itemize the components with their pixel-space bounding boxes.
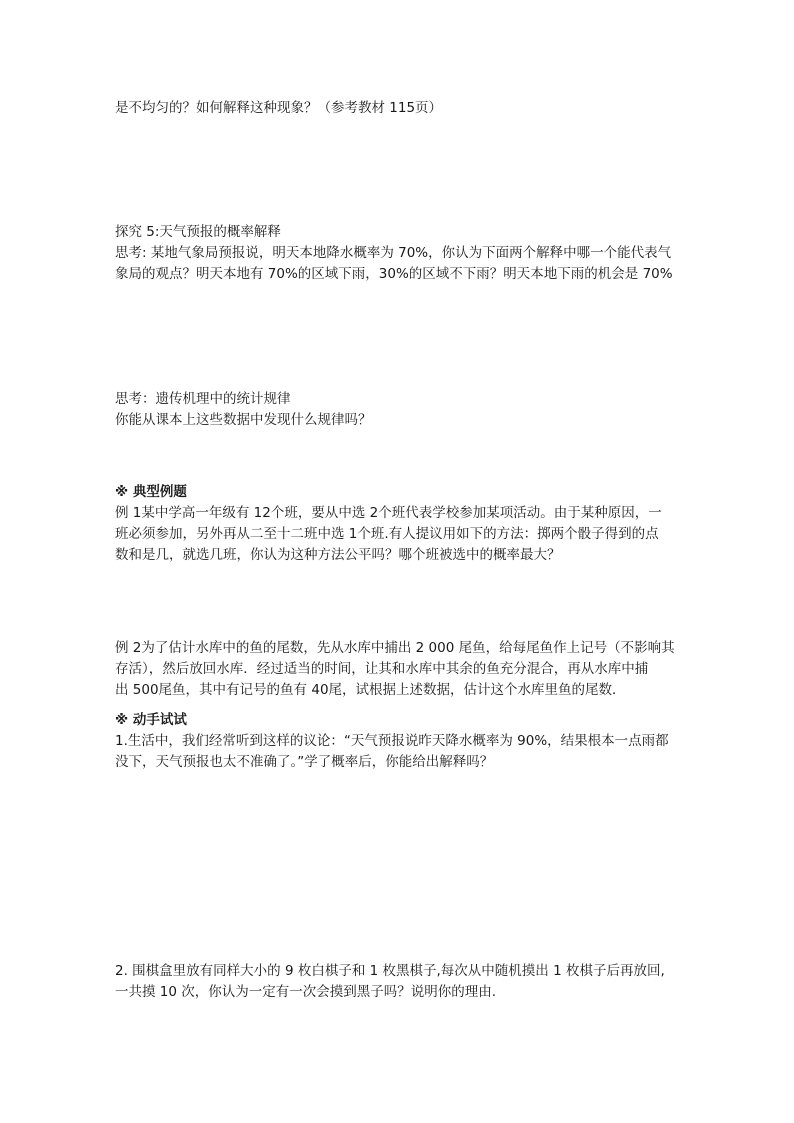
explore5-line: 象局的观点？明天本地有 70%的区域下雨，30%的区域不下雨？明天本地下雨的机会是 70%: [115, 266, 673, 282]
example2-line: 存活），然后放回水库．经过适当的时间，让其和水库中其余的鱼充分混合，再从水库中捕: [115, 661, 649, 677]
examples-heading: ※ 典型例题: [115, 484, 187, 500]
example1-line: 例 1某中学高一年级有 12个班，要从中选 2个班代表学校参加某项活动。由于某种原因，一: [115, 505, 662, 521]
practice-q1-line: 没下，天气预报也太不准确了。”学了概率后，你能给出解释吗？: [115, 754, 494, 770]
practice-q2-line: 一共摸 10 次，你认为一定有一次会摸到黑子吗？说明你的理由.: [115, 984, 497, 1000]
genetics-question: 你能从课本上这些数据中发现什么规律吗？: [115, 412, 372, 428]
practice-q1-line: 1.生活中，我们经常听到这样的议论：“天气预报说昨天降水概率为 90%，结果根本一点雨都: [115, 733, 669, 749]
practice-heading: ※ 动手试试: [115, 712, 187, 728]
intro-question-tail: 是不均匀的？如何解释这种现象？（参考教材 115页）: [115, 100, 443, 116]
example1-line: 班必须参加，另外再从二至十二班中选 1个班.有人提议用如下的方法：掷两个骰子得到的点: [115, 526, 659, 542]
example2-line: 例 2为了估计水库中的鱼的尾数，先从水库中捕出 2 000 尾鱼，给每尾鱼作上记号（不影响其: [115, 640, 675, 656]
practice-q2-line: 2. 围棋盒里放有同样大小的 9 枚白棋子和 1 枚黑棋子,每次从中随机摸出 1 枚棋子后再放回,: [115, 963, 665, 979]
explore5-title: 探究 5:天气预报的概率解释: [115, 224, 281, 240]
example2-line: 出 500尾鱼，其中有记号的鱼有 40尾，试根据上述数据，估计这个水库里鱼的尾数．: [115, 682, 626, 698]
example1-line: 数和是几，就选几班，你认为这种方法公平吗？哪个班被选中的概率最大？: [115, 547, 561, 563]
explore5-line: 思考: 某地气象局预报说，明天本地降水概率为 70%，你认为下面两个解释中哪一个能代表气: [115, 245, 672, 261]
genetics-title: 思考：遗传机理中的统计规律: [115, 391, 291, 407]
